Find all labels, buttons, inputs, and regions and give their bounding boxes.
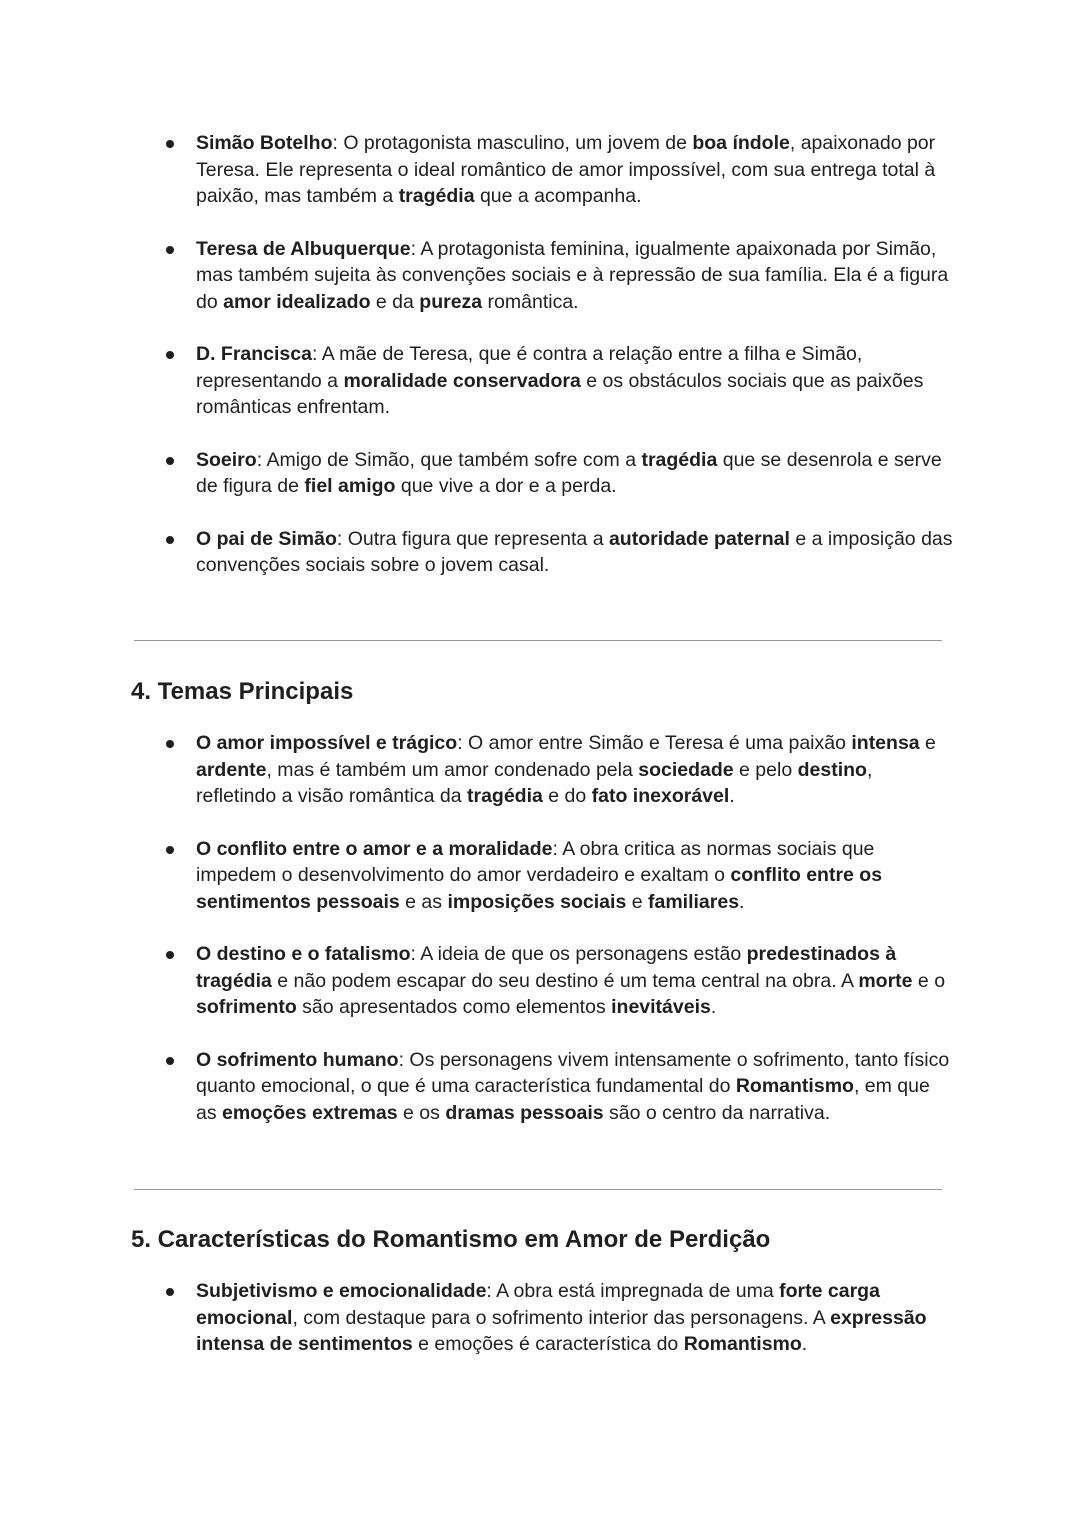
body-text: , refletindo a visão romântica da [196, 758, 873, 807]
body-text: e emoções é característica do [412, 1333, 684, 1355]
bold-text: forte carga emocional [196, 1280, 880, 1329]
body-text: que se desenrola e serve de figura de [196, 448, 942, 497]
list-item [164, 236, 954, 316]
body-text: : A obra critica as normas sociais que impedem o desenvolvimento do amor verdadeiro e exaltam o [196, 837, 875, 886]
bold-text: Simão Botelho [196, 132, 333, 154]
body-text: romântica. [482, 290, 579, 313]
bold-text: O destino e o fatalismo [196, 943, 411, 965]
bold-text: tragédia [641, 448, 718, 471]
body-text: : A protagonista feminina, igualmente apaixonada por Simão, mas também sujeita às convenções sociais e à repressão de sua família. Ela é a figura do [196, 237, 949, 313]
body-text: . [710, 996, 717, 1018]
themes-list [164, 730, 954, 1126]
body-text: que a acompanha. [474, 185, 642, 207]
body-text: . [739, 890, 745, 913]
body-text: e a imposição das convenções sociais sobre o jovem casal. [196, 527, 953, 576]
list-item [164, 526, 954, 579]
body-text: e [919, 732, 936, 754]
bold-text: morte [858, 969, 913, 992]
list-item [164, 130, 954, 210]
body-text: são o centro da narrativa. [603, 1101, 831, 1124]
bold-text: O sofrimento humano [196, 1048, 399, 1071]
section-heading-caracteristicas: 5. Características do Romantismo em Amor de Perdição [131, 1226, 771, 1253]
body-text: e do [542, 785, 592, 807]
body-text: e pelo [733, 758, 798, 781]
list-item [164, 341, 954, 421]
body-text: : A mãe de Teresa, que é contra a relação entre a filha e Simão, representando a [196, 343, 863, 392]
section-heading-temas: 4. Temas Principais [131, 678, 354, 705]
bold-text: boa índole [692, 132, 790, 154]
body-text: : O amor entre Simão e Teresa é uma paixão [457, 732, 852, 754]
bold-text: moralidade conservadora [343, 369, 581, 392]
body-text: e não podem escapar do seu destino é um tema central na obra. A [271, 969, 859, 992]
bold-text: tragédia [398, 185, 475, 207]
body-text: : A obra está impregnada de uma [486, 1280, 780, 1302]
bold-text: fato inexorável [591, 785, 730, 807]
bold-text: inevitáveis [611, 996, 711, 1018]
body-text: . [801, 1333, 808, 1355]
body-text: que vive a dor e a perda. [395, 475, 617, 497]
bold-text: Romantismo [735, 1075, 854, 1097]
body-text: , em que as [196, 1075, 930, 1124]
bold-text: expressão intensa de sentimentos [196, 1306, 927, 1355]
body-text: : Amigo de Simão, que também sofre com a [256, 448, 642, 471]
bold-text: Romantismo [683, 1333, 802, 1355]
body-text: : A ideia de que os personagens estão [410, 943, 747, 965]
bold-text: emoções extremas [222, 1101, 398, 1124]
bold-text: dramas pessoais [445, 1101, 604, 1124]
body-text: : Outra figura que representa a [336, 527, 609, 550]
section-divider [134, 1189, 942, 1190]
bold-text: tragédia [466, 785, 543, 807]
body-text: são apresentados como elementos [296, 996, 612, 1018]
list-item [164, 1278, 954, 1358]
bold-text: intensa [851, 732, 920, 754]
bold-text: amor idealizado [223, 290, 371, 313]
list-item [164, 447, 954, 500]
body-text: , mas é também um amor condenado pela [266, 758, 639, 781]
bold-text: pureza [419, 290, 483, 313]
bold-text: O conflito entre o amor e a moralidade [196, 837, 553, 860]
list-item [164, 941, 954, 1021]
section-divider [134, 640, 942, 641]
bold-text: ardente [196, 758, 267, 781]
bold-text: autoridade paternal [608, 527, 790, 550]
characters-list [164, 130, 954, 579]
body-text: e [626, 890, 648, 913]
body-text: e os [397, 1101, 446, 1124]
bold-text: O pai de Simão [196, 527, 337, 550]
characteristics-list [164, 1278, 954, 1358]
bold-text: fiel amigo [304, 475, 396, 497]
bold-text: O amor impossível e trágico [196, 732, 458, 754]
body-text: : O protagonista masculino, um jovem de [332, 132, 693, 154]
body-text: , com destaque para o sofrimento interior das personagens. A [292, 1306, 831, 1329]
body-text: e os obstáculos sociais que as paixões românticas enfrentam. [196, 369, 924, 418]
bold-text: Subjetivismo e emocionalidade [196, 1280, 487, 1302]
body-text: : Os personagens vivem intensamente o sofrimento, tanto físico quanto emocional, o que é uma característica fundamental do [196, 1048, 950, 1097]
bold-text: destino [797, 758, 867, 781]
body-text: e as [399, 890, 448, 913]
body-text: e da [370, 290, 420, 313]
bold-text: predestinados à tragédia [196, 943, 897, 992]
body-text: , apaixonado por Teresa. Ele representa o ideal romântico de amor impossível, com sua entrega total à paixão, mas também a [196, 132, 936, 207]
bold-text: sociedade [638, 758, 734, 781]
bold-text: sofrimento [196, 996, 297, 1018]
list-item [164, 1047, 954, 1127]
bold-text: Teresa de Albuquerque [196, 237, 411, 260]
body-text: e o [912, 969, 946, 992]
bold-text: conflito entre os sentimentos pessoais [196, 864, 883, 913]
bold-text: Soeiro [196, 448, 257, 471]
list-item [164, 730, 954, 810]
bold-text: familiares [647, 890, 740, 913]
bold-text: D. Francisca [196, 343, 312, 365]
bold-text: imposições sociais [447, 890, 627, 913]
body-text: . [729, 785, 735, 807]
list-item [164, 836, 954, 916]
